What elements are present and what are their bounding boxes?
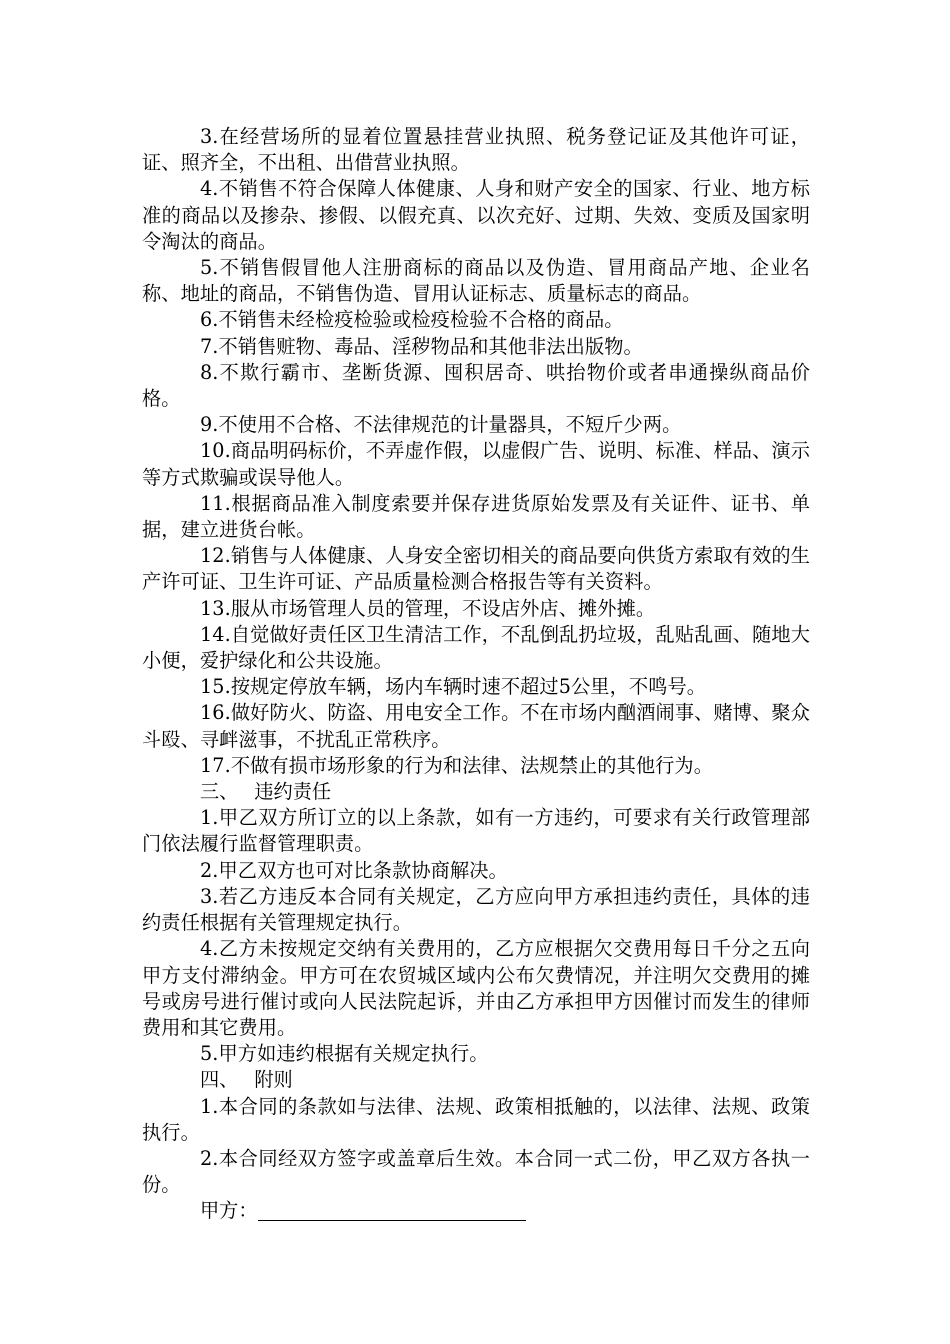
section-heading-supplementary bbox=[142, 1067, 810, 1093]
supplementary-item-1: 1.本合同的条款如与法律、法规、政策相抵触的，以法律、法规、政策执行。 bbox=[142, 1094, 810, 1144]
clause-7: 7.不销售赃物、毒品、淫秽物品和其他非法出版物。 bbox=[200, 334, 643, 358]
section-title: 附则 bbox=[254, 1068, 293, 1092]
section-number: 三、 bbox=[200, 780, 239, 804]
clause-15: 15.按规定停放车辆，场内车辆时速不超过5公里，不鸣号。 bbox=[200, 675, 707, 699]
clause-10: 10.商品明码标价，不弄虚作假，以虚假广告、说明、标准、样品、演示等方式欺骗或误导他人。 bbox=[142, 439, 810, 489]
clause-17: 17.不做有损市场形象的行为和法律、法规禁止的其他行为。 bbox=[200, 753, 714, 777]
clause-13: 13.服从市场管理人员的管理，不设店外店、摊外摊。 bbox=[200, 596, 656, 620]
contract-page bbox=[142, 124, 810, 1225]
section-title: 违约责任 bbox=[254, 780, 332, 804]
breach-item-3: 3.若乙方违反本合同有关规定，乙方应向甲方承担违约责任，具体的违约责任根据有关管理规定执行。 bbox=[142, 884, 810, 935]
breach-item-2: 2.甲乙双方也可对比条款协商解决。 bbox=[200, 858, 508, 882]
breach-item-5: 5.甲方如违约根据有关规定执行。 bbox=[200, 1042, 489, 1066]
clause-5: 5.不销售假冒他人注册商标的商品以及伪造、冒用商品产地、企业名称、地址的商品，不销售伪造、冒用认证标志、质量标志的商品。 bbox=[142, 256, 810, 306]
supplementary-item-2: 2.本合同经双方签字或盖章后生效。本合同一式二份，甲乙双方各执一份。 bbox=[142, 1146, 810, 1197]
clause-6: 6.不销售未经检疫检验或检疫检验不合格的商品。 bbox=[200, 308, 624, 332]
clause-11: 11.根据商品准入制度索要并保存进货原始发票及有关证件、证书、单据，建立进货台帐。 bbox=[142, 491, 810, 542]
section-number: 四、 bbox=[200, 1068, 239, 1092]
breach-item-4: 4.乙方未按规定交纳有关费用的，乙方应根据欠交费用每日千分之五向甲方支付滞纳金。甲方可在农贸城区域内公布欠费情况，并注明欠交费用的摊号或房号进行催讨或向人民法院起诉，并由乙方承担甲方因催讨而发生的律师费用和其它费用。 bbox=[142, 937, 810, 1039]
clause-4: 4.不销售不符合保障人体健康、人身和财产安全的国家、行业、地方标准的商品以及掺杂、掺假、以假充真、以次充好、过期、失效、变质及国家明令淘汰的商品。 bbox=[142, 177, 810, 253]
clause-12: 12.销售与人体健康、人身安全密切相关的商品要向供货方索取有效的生产许可证、卫生许可证、产品质量检测合格报告等有关资料。 bbox=[142, 544, 810, 594]
clause-16: 16.做好防火、防盗、用电安全工作。不在市场内酗酒闹事、赌博、聚众斗殴、寻衅滋事，不扰乱正常秩序。 bbox=[142, 701, 810, 751]
clause-9: 9.不使用不合格、不法律规范的计量器具，不短斤少两。 bbox=[200, 413, 682, 437]
party-a-signature-row bbox=[142, 1198, 810, 1224]
clause-3: 3.在经营场所的显着位置悬挂营业执照、税务登记证及其他许可证，证、照齐全，不出租、出借营业执照。 bbox=[142, 125, 810, 175]
clause-8: 8.不欺行霸市、垄断货源、囤积居奇、哄抬物价或者串通操纵商品价格。 bbox=[142, 360, 810, 411]
party-a-label: 甲方： bbox=[200, 1199, 258, 1223]
breach-item-1: 1.甲乙双方所订立的以上条款，如有一方违约，可要求有关行政管理部门依法履行监督管理职责。 bbox=[142, 806, 810, 856]
clause-14: 14.自觉做好责任区卫生清洁工作，不乱倒乱扔垃圾，乱贴乱画、随地大小便，爱护绿化和公共设施。 bbox=[142, 622, 810, 673]
party-a-signature-line bbox=[258, 1200, 526, 1221]
section-heading-breach bbox=[142, 779, 810, 805]
